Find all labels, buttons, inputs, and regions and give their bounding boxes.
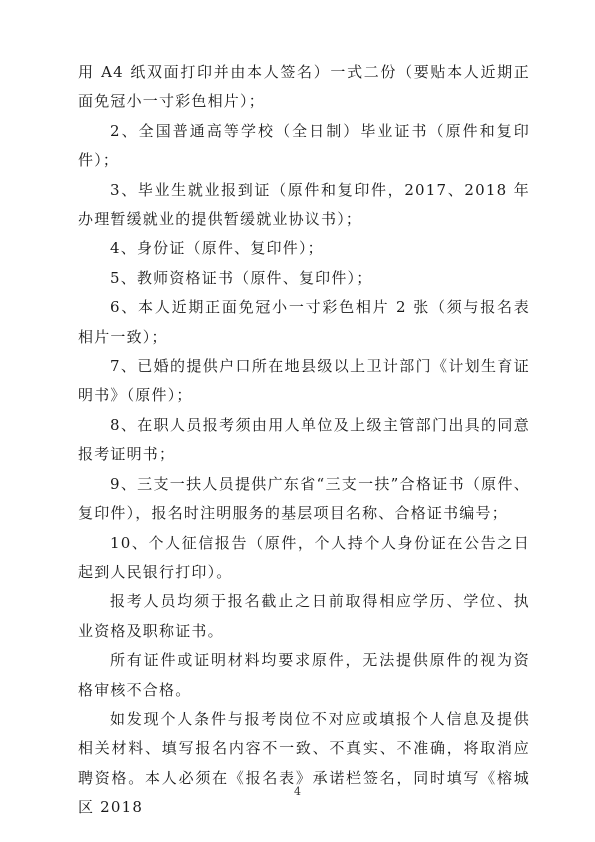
paragraph-item-5: 5、教师资格证书（原件、复印件）；: [110, 268, 373, 287]
paragraph-item-4: 4、身份证（原件、复印件）；: [110, 239, 324, 258]
page-number: 4: [294, 785, 301, 798]
paragraph-qualification-deadline: 报考人员均须于报名截止之日前取得相应学历、学位、执业资格及职称证书。: [78, 592, 530, 640]
document-body: [78, 58, 530, 823]
paragraph-original-documents: 所有证件或证明材料均要求原件，无法提供原件的视为资格审核不合格。: [78, 651, 530, 699]
paragraph-item-3: 3、毕业生就业报到证（原件和复印件，2017、2018 年办理暂缓就业的提供暂缓就业协议书）；: [78, 180, 530, 229]
paragraph-disqualification: 如发现个人条件与报考岗位不对应或填报个人信息及提供相关材料、填写报名内容不一致、不真实、不准确，将取消应聘资格。本人必须在《报名表》承诺栏签名，同时填写《榕城区 2018: [78, 709, 530, 817]
paragraph-item-7: 7、已婚的提供户口所在地县级以上卫计部门《计划生育证明书》（原件）；: [78, 357, 530, 405]
paragraph-item-9: 9、三支一扶人员提供广东省“三支一扶”合格证书（原件、复印件），报名时注明服务的基层项目名称、合格证书编号；: [78, 474, 530, 523]
paragraph-item-2: 2、全国普通高等学校（全日制）毕业证书（原件和复印件）；: [78, 121, 530, 170]
paragraph-item-8: 8、在职人员报考须由用人单位及上级主管部门出具的同意报考证明书；: [78, 415, 530, 464]
paragraph-continuation: 用 A4 纸双面打印并由本人签名）一式二份（要贴本人近期正面免冠小一寸彩色相片）；: [78, 63, 530, 111]
paragraph-item-6: 6、本人近期正面免冠小一寸彩色相片 2 张（须与报名表相片一致）；: [78, 298, 530, 346]
paragraph-item-10: 10、个人征信报告（原件，个人持个人身份证在公告之日起到人民银行打印）。: [78, 533, 530, 581]
